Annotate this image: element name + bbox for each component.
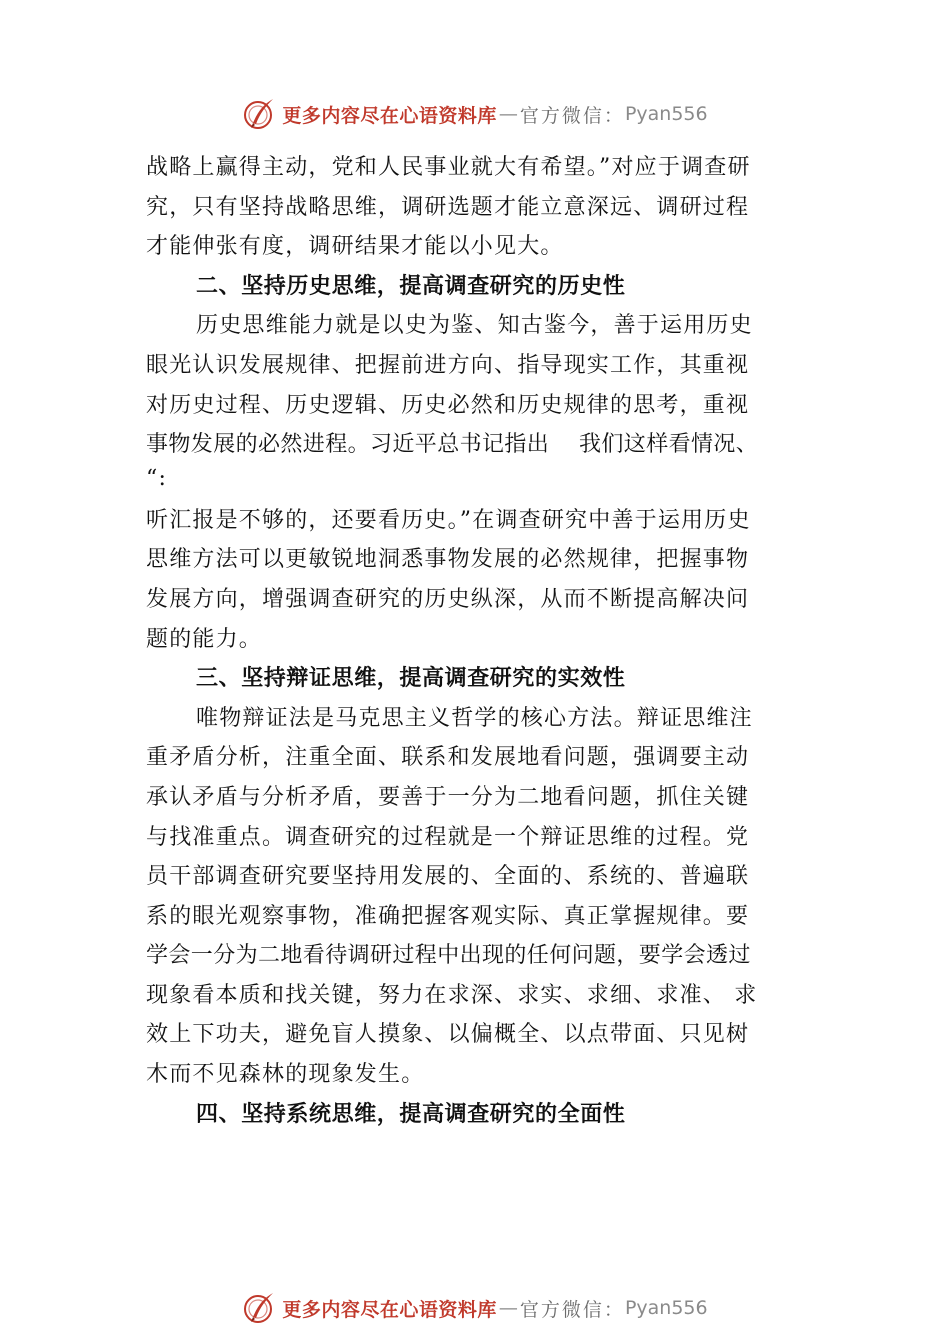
body-line: 员干部调查研究要坚持用发展的、全面的、系统的、普遍联 — [146, 864, 750, 890]
watermark-wechat-label: 官方微信： — [519, 1298, 625, 1321]
body-line: 听汇报是不够的，还要看历史。”在调查研究中善于运用历史 — [146, 507, 751, 533]
watermark-library-text: 更多内容尽在心语资料库 — [282, 1298, 497, 1321]
watermark-header — [0, 94, 950, 134]
body-line: “: — [146, 465, 168, 491]
watermark-footer — [0, 1288, 950, 1328]
body-line: 发展方向，增强调查研究的历史纵深，从而不断提高解决问 — [146, 586, 750, 612]
body-line: 承认矛盾与分析矛盾，要善于一分为二地看问题，抓住关键 — [146, 784, 750, 810]
quill-logo-icon — [242, 96, 278, 132]
document-body — [146, 148, 818, 1134]
body-line: 学会一分为二地看待调研过程中出现的任何问题，要学会透过 — [146, 943, 751, 969]
body-line: 与找准重点。调查研究的过程就是一个辩证思维的过程。党 — [146, 824, 750, 850]
body-line: 题的能力。 — [146, 626, 263, 652]
body-line: 现象看本质和找关键，努力在求深、求实、求细、求准、 求 — [146, 982, 758, 1008]
body-line: 眼光认识发展规律、把握前进方向、指导现实工作，其重视 — [146, 352, 750, 378]
body-line: 思维方法可以更敏锐地洞悉事物发展的必然规律，把握事物 — [146, 547, 750, 573]
body-line: 究，只有坚持战略思维，调研选题才能立意深远、调研过程 — [146, 194, 750, 220]
watermark-library-text: 更多内容尽在心语资料库 — [282, 104, 497, 127]
watermark-dash: — — [498, 1297, 518, 1319]
body-line: 唯物辩证法是马克思主义哲学的核心方法。辩证思维注 — [196, 705, 753, 731]
body-line: 木而不见森林的现象发生。 — [146, 1062, 425, 1088]
watermark-wechat-label: 官方微信： — [519, 104, 625, 127]
section-heading: 三、坚持辩证思维，提高调查研究的实效性 — [196, 666, 626, 692]
body-line: 重矛盾分析，注重全面、联系和发展地看问题，强调要主动 — [146, 745, 750, 771]
watermark-wechat-id: Pyan556 — [624, 1297, 708, 1319]
section-heading: 二、坚持历史思维，提高调查研究的历史性 — [196, 273, 626, 299]
body-line: 才能伸张有度，调研结果才能以小见大。 — [146, 234, 564, 260]
quill-logo-icon — [242, 1290, 278, 1326]
body-line: 效上下功夫，避免盲人摸象、以偏概全、以点带面、只见树 — [146, 1022, 750, 1048]
body-line: 事物发展的必然进程。习近平总书记指出 我们这样看情况、 — [146, 432, 759, 458]
body-line: 战略上赢得主动，党和人民事业就大有希望。”对应于调查研 — [146, 155, 751, 180]
body-line: 历史思维能力就是以史为鉴、知古鉴今，善于运用历史 — [196, 313, 753, 339]
body-line: 系的眼光观察事物，准确把握客观实际、真正掌握规律。要 — [146, 903, 750, 929]
watermark-dash: — — [498, 103, 518, 125]
body-line: 对历史过程、历史逻辑、历史必然和历史规律的思考，重视 — [146, 392, 750, 418]
section-heading: 四、坚持系统思维，提高调查研究的全面性 — [196, 1101, 626, 1127]
watermark-wechat-id: Pyan556 — [624, 103, 708, 125]
